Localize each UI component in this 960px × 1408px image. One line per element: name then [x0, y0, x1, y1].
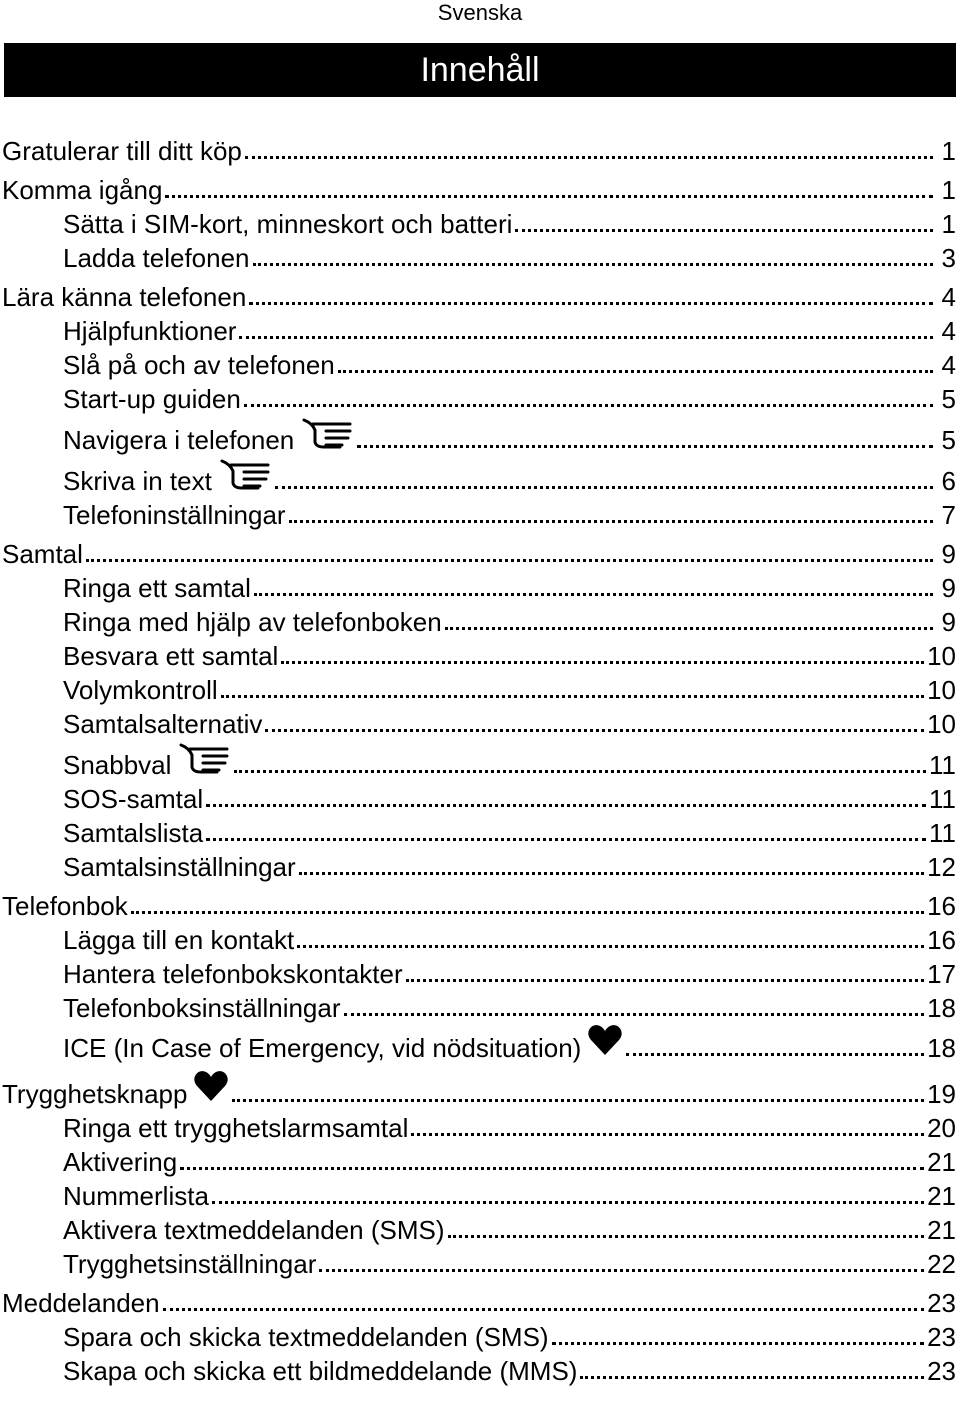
- toc-entry-title: Spara och skicka textmeddelanden (SMS): [63, 1322, 549, 1352]
- dot-leader: [180, 1167, 924, 1170]
- toc-entry[interactable]: [2, 671, 956, 705]
- toc-entry[interactable]: [2, 1279, 956, 1318]
- toc-entry-page: 5: [941, 425, 956, 455]
- toc-entry-page: 16: [927, 891, 956, 921]
- dot-leader: [299, 872, 924, 875]
- toc-entry-page: 10: [927, 709, 956, 739]
- toc-entry[interactable]: [2, 603, 956, 637]
- toc-entry-page: 18: [927, 993, 956, 1023]
- toc-entry[interactable]: [2, 530, 956, 569]
- toc-entry-title: Samtalsalternativ: [63, 709, 263, 739]
- hand-pointing-icon: [177, 742, 231, 774]
- dot-leader: [131, 911, 924, 914]
- toc-entry[interactable]: [2, 882, 956, 921]
- toc-entry-page: 4: [941, 282, 956, 312]
- toc-entry-page: 23: [927, 1322, 956, 1352]
- toc-entry-title: Samtal: [2, 539, 83, 569]
- dot-leader: [357, 445, 933, 448]
- toc-entry[interactable]: [2, 414, 956, 455]
- toc-entry-title: Telefonbok: [2, 891, 128, 921]
- dot-leader: [448, 1235, 925, 1238]
- toc-entry[interactable]: [2, 1063, 956, 1109]
- toc-entry-page: 1: [941, 175, 956, 205]
- heart-icon: [587, 1023, 623, 1057]
- toc-entry-page: 21: [927, 1147, 956, 1177]
- toc-entry-title: Skriva in text: [63, 466, 212, 496]
- heart-icon: [193, 1069, 229, 1103]
- dot-leader: [212, 1201, 924, 1204]
- toc-entry[interactable]: [2, 1352, 956, 1386]
- toc-entry-title: Lära känna telefonen: [2, 282, 247, 312]
- toc-entry[interactable]: [2, 848, 956, 882]
- toc-entry[interactable]: [2, 705, 956, 739]
- dot-leader: [253, 263, 933, 266]
- toc-entry[interactable]: [2, 989, 956, 1023]
- toc-entry[interactable]: [2, 496, 956, 530]
- hand-pointing-icon: [300, 417, 354, 449]
- toc-entry-page: 11: [929, 818, 956, 848]
- toc-entry-title: Ringa ett trygghetslarmsamtal: [63, 1113, 409, 1143]
- toc-entry[interactable]: [2, 955, 956, 989]
- toc-entry-page: 4: [941, 350, 956, 380]
- dot-leader: [445, 627, 933, 630]
- dot-leader: [239, 336, 933, 339]
- hand-pointing-icon: [177, 742, 231, 774]
- toc-entry-page: 9: [941, 607, 956, 637]
- toc-entry-title: Telefoninställningar: [63, 500, 286, 530]
- toc-entry-page: 12: [927, 852, 956, 882]
- toc-entry-title: Trygghetsknapp: [2, 1079, 188, 1109]
- toc-entry-title: Start-up guiden: [63, 384, 241, 414]
- dot-leader: [552, 1342, 925, 1345]
- toc-entry[interactable]: [2, 1109, 956, 1143]
- toc-entry-page: 10: [927, 675, 956, 705]
- hand-pointing-icon: [218, 458, 272, 490]
- language-label: Svenska: [437, 0, 523, 25]
- dot-leader: [163, 1308, 925, 1311]
- toc-entry[interactable]: [2, 380, 956, 414]
- toc-entry[interactable]: [2, 780, 956, 814]
- toc-entry-title: Trygghetsinställningar: [63, 1249, 317, 1279]
- toc-entry[interactable]: [2, 455, 956, 496]
- dot-leader: [249, 302, 933, 305]
- hand-pointing-icon: [300, 417, 354, 449]
- table-of-contents: [2, 127, 956, 1386]
- toc-entry[interactable]: [2, 273, 956, 312]
- dot-leader: [206, 804, 926, 807]
- toc-entry-page: 11: [929, 750, 956, 780]
- toc-entry[interactable]: [2, 569, 956, 603]
- toc-entry-page: 17: [927, 959, 956, 989]
- toc-entry[interactable]: [2, 312, 956, 346]
- hand-pointing-icon: [218, 458, 272, 490]
- toc-entry-page: 3: [941, 243, 956, 273]
- toc-entry-title: Hantera telefonbokskontakter: [63, 959, 403, 989]
- toc-entry-title: Snabbval: [63, 750, 172, 780]
- toc-entry-page: 20: [927, 1113, 956, 1143]
- toc-entry-title: Ladda telefonen: [63, 243, 250, 273]
- toc-entry-title: Hjälpfunktioner: [63, 316, 237, 346]
- toc-entry-page: 9: [941, 573, 956, 603]
- dot-leader: [406, 979, 924, 982]
- toc-entry-page: 16: [927, 925, 956, 955]
- dot-leader: [319, 1269, 924, 1272]
- toc-entry-page: 5: [941, 384, 956, 414]
- toc-entry-title: Gratulerar till ditt köp: [2, 136, 242, 166]
- toc-entry[interactable]: [2, 637, 956, 671]
- toc-entry-title: Samtalsinställningar: [63, 852, 296, 882]
- toc-entry-title: Lägga till en kontakt: [63, 925, 295, 955]
- toc-entry-page: 1: [941, 209, 956, 239]
- toc-entry-page: 21: [927, 1181, 956, 1211]
- toc-entry-title: Telefonboksinställningar: [63, 993, 341, 1023]
- dot-leader: [626, 1053, 924, 1056]
- toc-entry[interactable]: [2, 239, 956, 273]
- page-title: Innehåll: [4, 43, 956, 97]
- dot-leader: [86, 559, 933, 562]
- toc-entry-title: Aktivera textmeddelanden (SMS): [63, 1215, 445, 1245]
- dot-leader: [411, 1133, 924, 1136]
- toc-entry-title: Meddelanden: [2, 1288, 160, 1318]
- toc-entry[interactable]: [2, 921, 956, 955]
- dot-leader: [165, 195, 933, 198]
- toc-entry[interactable]: [2, 1023, 956, 1063]
- toc-entry[interactable]: [2, 1318, 956, 1352]
- toc-entry[interactable]: [2, 739, 956, 780]
- dot-leader: [281, 661, 924, 664]
- toc-entry-page: 7: [941, 500, 956, 530]
- toc-entry-title: SOS-samtal: [63, 784, 204, 814]
- toc-entry-page: 11: [929, 784, 956, 814]
- toc-entry[interactable]: [2, 127, 956, 166]
- toc-entry[interactable]: [2, 205, 956, 239]
- dot-leader: [275, 486, 933, 489]
- toc-entry-title: Slå på och av telefonen: [63, 350, 335, 380]
- dot-leader: [234, 770, 926, 773]
- dot-leader: [297, 945, 924, 948]
- dot-leader: [344, 1013, 925, 1016]
- toc-entry-title: Skapa och skicka ett bildmeddelande (MMS): [63, 1356, 578, 1386]
- dot-leader: [338, 370, 933, 373]
- toc-entry-title: Komma igång: [2, 175, 163, 205]
- toc-entry[interactable]: [2, 1143, 956, 1177]
- toc-entry-page: 1: [941, 136, 956, 166]
- heart-icon: [193, 1069, 229, 1103]
- toc-entry-title: Samtalslista: [63, 818, 204, 848]
- toc-entry-page: 4: [941, 316, 956, 346]
- toc-entry-page: 10: [927, 641, 956, 671]
- toc-entry-page: 19: [927, 1079, 956, 1109]
- heart-icon: [587, 1023, 623, 1057]
- dot-leader: [232, 1099, 924, 1102]
- toc-entry[interactable]: [2, 1177, 956, 1211]
- toc-entry-title: Volymkontroll: [63, 675, 218, 705]
- toc-entry[interactable]: [2, 166, 956, 205]
- toc-entry[interactable]: [2, 814, 956, 848]
- toc-entry-page: 23: [927, 1356, 956, 1386]
- dot-leader: [265, 729, 924, 732]
- toc-entry[interactable]: [2, 1245, 956, 1279]
- toc-entry[interactable]: [2, 1211, 956, 1245]
- toc-entry-page: 18: [927, 1033, 956, 1063]
- toc-entry-title: Sätta i SIM-kort, minneskort och batteri: [63, 209, 513, 239]
- toc-entry-title: ICE (In Case of Emergency, vid nödsituation): [63, 1033, 582, 1063]
- toc-entry-title: Besvara ett samtal: [63, 641, 279, 671]
- dot-leader: [580, 1376, 924, 1379]
- dot-leader: [289, 520, 933, 523]
- toc-entry[interactable]: [2, 346, 956, 380]
- dot-leader: [206, 838, 926, 841]
- toc-entry-title: Nummerlista: [63, 1181, 209, 1211]
- dot-leader: [254, 593, 933, 596]
- toc-entry-title: Navigera i telefonen: [63, 425, 295, 455]
- dot-leader: [244, 404, 933, 407]
- toc-entry-page: 9: [941, 539, 956, 569]
- dot-leader: [245, 156, 933, 159]
- toc-entry-page: 21: [927, 1215, 956, 1245]
- toc-entry-title: Ringa med hjälp av telefonboken: [63, 607, 442, 637]
- toc-entry-title: Aktivering: [63, 1147, 178, 1177]
- toc-entry-page: 23: [927, 1288, 956, 1318]
- toc-entry-title: Ringa ett samtal: [63, 573, 251, 603]
- dot-leader: [515, 229, 933, 232]
- toc-entry-page: 22: [927, 1249, 956, 1279]
- toc-entry-page: 6: [941, 466, 956, 496]
- dot-leader: [221, 695, 924, 698]
